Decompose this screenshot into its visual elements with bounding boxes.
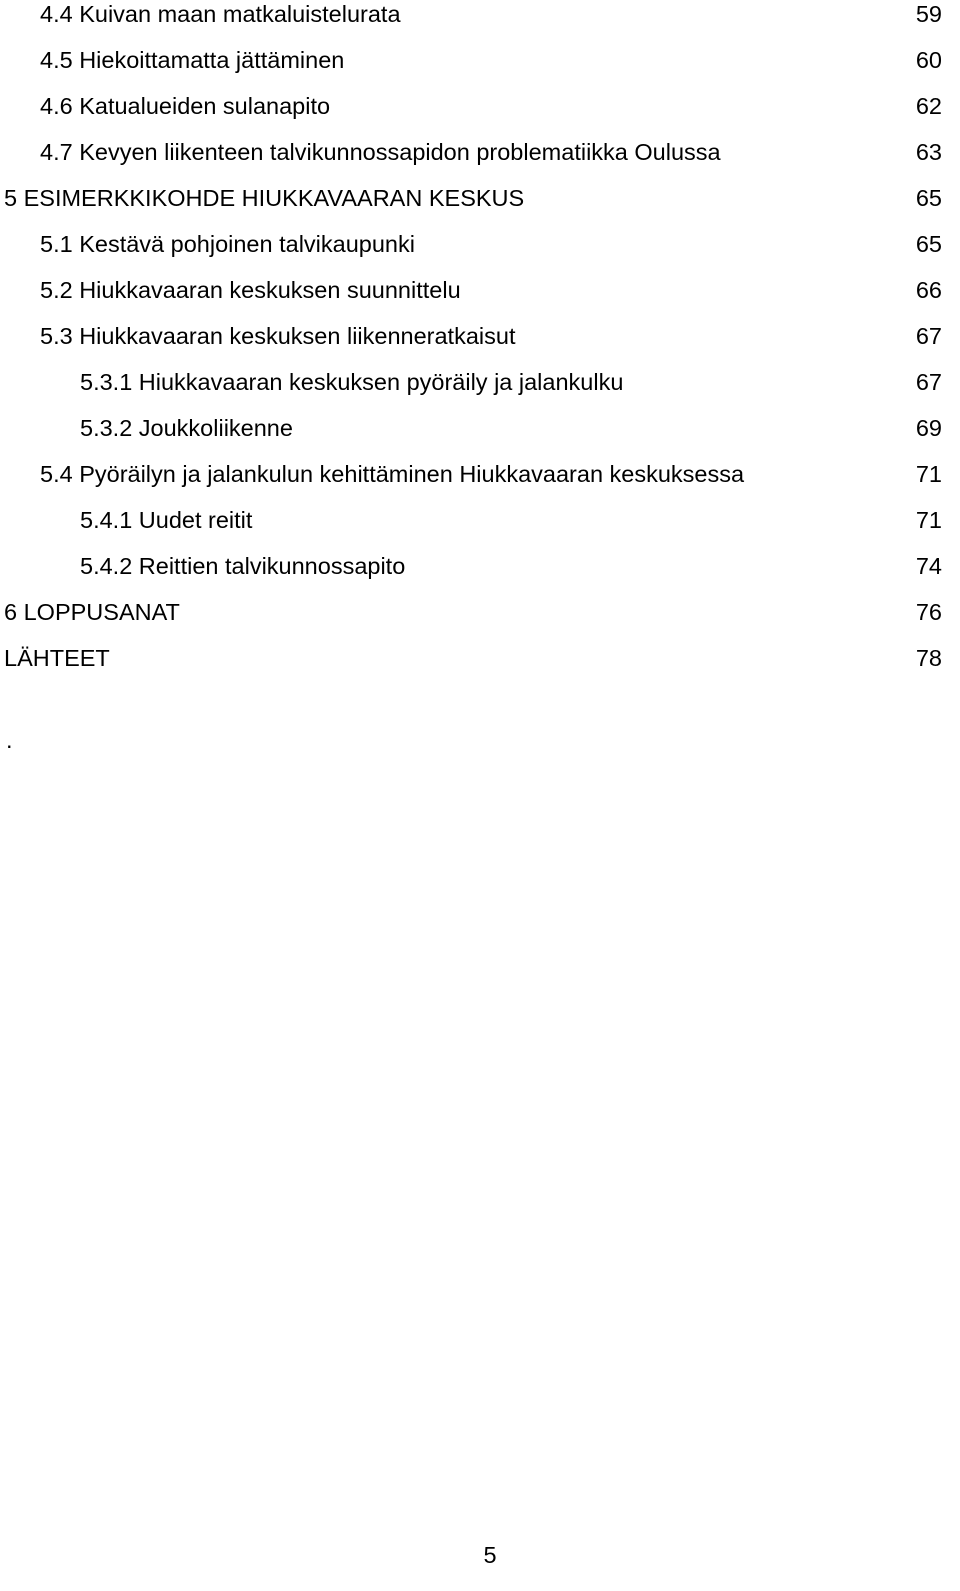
toc-entry-page: 74 — [915, 553, 942, 579]
toc-entry — [0, 644, 960, 690]
toc-entry — [0, 506, 960, 552]
toc-entry-title: 5.3 Hiukkavaaran keskuksen liikenneratkaisut — [40, 323, 516, 349]
toc-entry-page: 62 — [915, 93, 942, 119]
page-number: 5 — [483, 1542, 497, 1568]
toc-entry-page: 76 — [915, 599, 942, 625]
toc-entry-title: 5.4.1 Uudet reitit — [80, 507, 253, 533]
toc-entry-title: 5.3.2 Joukkoliikenne — [80, 415, 293, 441]
toc-entry-page: 65 — [915, 185, 942, 211]
toc-entry — [0, 414, 960, 460]
toc-entry — [0, 230, 960, 276]
toc-entry-title: 5.2 Hiukkavaaran keskuksen suunnittelu — [40, 277, 461, 303]
toc-entry-page: 59 — [915, 1, 942, 27]
toc-entry-title: 4.4 Kuivan maan matkaluistelurata — [40, 1, 401, 27]
toc-entry-title: 5 ESIMERKKIKOHDE HIUKKAVAARAN KESKUS — [4, 185, 525, 211]
toc-entry — [0, 276, 960, 322]
toc-entry — [0, 322, 960, 368]
toc-entry-title: 4.6 Katualueiden sulanapito — [40, 93, 331, 119]
toc-entry-title: 4.7 Kevyen liikenteen talvikunnossapidon problematiikka Oulussa — [40, 139, 721, 165]
toc-entry-page: 60 — [915, 47, 942, 73]
toc-entry-title: 5.4.2 Reittien talvikunnossapito — [80, 553, 406, 579]
toc-entry-page: 66 — [915, 277, 942, 303]
toc-entry-title: 5.3.1 Hiukkavaaran keskuksen pyöräily ja jalankulku — [80, 369, 624, 395]
toc-entry — [0, 0, 960, 46]
toc-entry-title: 4.5 Hiekoittamatta jättäminen — [40, 47, 345, 73]
toc-entry-title: 5.4 Pyöräilyn ja jalankulun kehittäminen Hiukkavaaran keskuksessa — [40, 461, 745, 487]
toc-entry-page: 67 — [915, 369, 942, 395]
toc-entry-page: 71 — [915, 507, 942, 533]
toc-entry-title: LÄHTEET — [4, 645, 110, 671]
toc-entry-page: 63 — [915, 139, 942, 165]
toc-entry-page: 69 — [915, 415, 942, 441]
stray-period: . — [6, 727, 13, 753]
toc-entry — [0, 138, 960, 184]
toc-entry — [0, 184, 960, 230]
toc-entry — [0, 92, 960, 138]
toc-entry — [0, 552, 960, 598]
toc-entry-title: 5.1 Kestävä pohjoinen talvikaupunki — [40, 231, 415, 257]
toc-entry — [0, 368, 960, 414]
toc-entry-page: 67 — [915, 323, 942, 349]
toc-entry-page: 71 — [915, 461, 942, 487]
toc-entry — [0, 460, 960, 506]
toc-entry-page: 65 — [915, 231, 942, 257]
toc-entry-title: 6 LOPPUSANAT — [4, 599, 180, 625]
toc-entry — [0, 46, 960, 92]
toc-entry — [0, 598, 960, 644]
toc-entry-page: 78 — [915, 645, 942, 671]
